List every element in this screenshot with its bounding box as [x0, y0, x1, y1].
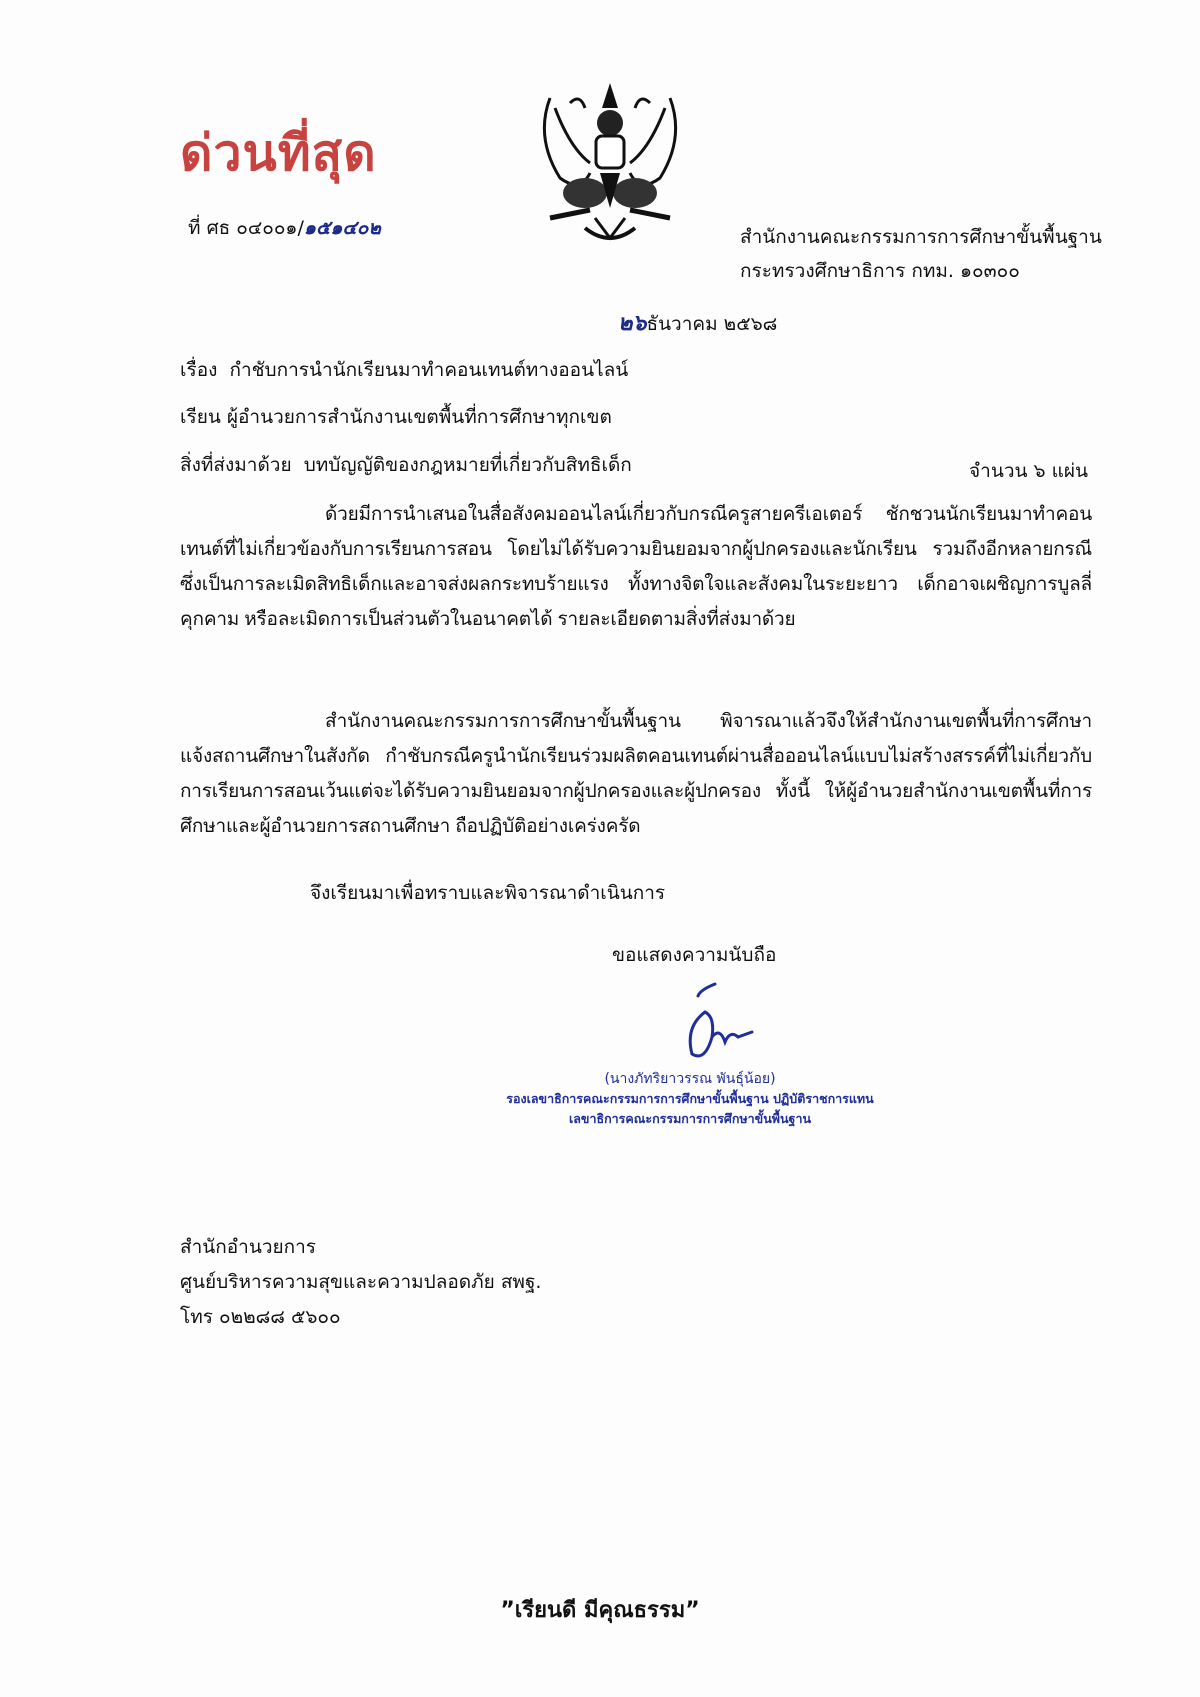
document-number-handwritten: ๑๕๑๔๐๒	[303, 217, 381, 239]
date-month-year: ธันวาคม ๒๕๖๘	[646, 313, 778, 335]
recipient-line	[180, 402, 612, 432]
issuing-organization	[740, 220, 1102, 288]
motto: ”เรียนดี มีคุณธรรม”	[500, 1598, 700, 1623]
signer-position-1: รองเลขาธิการคณะกรรมการการศึกษาขั้นพื้นฐาน ปฏิบัติราชการแทน	[506, 1091, 874, 1106]
enclosure-text: บทบัญญัติของกฎหมายที่เกี่ยวกับสิทธิเด็ก	[303, 454, 632, 476]
recipient-text: ผู้อำนวยการสำนักงานเขตพื้นที่การศึกษาทุกเขต	[226, 406, 612, 428]
recipient-label: เรียน	[180, 406, 221, 428]
body-paragraph-2: สำนักงานคณะกรรมการการศึกษาขั้นพื้นฐาน พิจารณาแล้วจึงให้สำนักงานเขตพื้นที่การศึกษา แจ้งสถานศึกษาในสังกัด กำชับกรณีครูนำนักเรียนร่วมผลิตคอนเทนต์ผ่านสื่อออนไลน์แบบไม่สร้างสรรค์ที่ไม่เกี่ยวกับการเรียนการสอนเว้นแต่จะได้รับความยินยอมจากผู้ปกครองและผู้ปกครอง ทั้งนี้ ให้ผู้อำนวยสำนักงานเขตพื้นที่การศึกษาและผู้อำนวยการสถานศึกษา ถือปฏิบัติอย่างเคร่งครัด	[180, 711, 1092, 837]
closing-request: จึงเรียนมาเพื่อทราบและพิจารณาดำเนินการ	[310, 882, 666, 904]
garuda-emblem-icon	[530, 78, 690, 248]
organization-line-1: สำนักงานคณะกรรมการการศึกษาขั้นพื้นฐาน	[740, 226, 1102, 248]
enclosure-line	[180, 450, 632, 480]
contact-unit: ศูนย์บริหารความสุขและความปลอดภัย สพฐ.	[180, 1271, 542, 1293]
subject-text: กำชับการนำนักเรียนมาทำคอนเทนต์ทางออนไลน์	[229, 359, 629, 381]
subject-label: เรื่อง	[180, 359, 218, 381]
organization-line-2: กระทรวงศึกษาธิการ กทม. ๑๐๓๐๐	[740, 260, 1020, 282]
signer-position-2: เลขาธิการคณะกรรมการการศึกษาขั้นพื้นฐาน	[568, 1111, 812, 1126]
closing-regards: ขอแสดงความนับถือ	[612, 944, 777, 966]
contact-block	[180, 1230, 541, 1335]
document-number-prefix: ที่ ศธ ๐๔๐๐๑/	[188, 217, 304, 239]
enclosure-label: สิ่งที่ส่งมาด้วย	[180, 454, 292, 476]
handwritten-signature-icon	[670, 982, 770, 1067]
signer-name: (นางภัทริยาวรรณ พันธุ์น้อย)	[604, 1071, 776, 1087]
document-number	[188, 213, 381, 243]
subject-line	[180, 355, 628, 385]
urgency-stamp: ด่วนที่สุด	[180, 124, 377, 182]
document-date	[618, 305, 777, 340]
contact-office: สำนักอำนวยการ	[180, 1236, 317, 1258]
enclosure-count: จำนวน ๖ แผ่น	[969, 460, 1088, 482]
contact-phone: โทร ๐๒๒๘๘ ๕๖๐๐	[180, 1306, 341, 1328]
body-paragraph-1: ด้วยมีการนำเสนอในสื่อสังคมออนไลน์เกี่ยวกับกรณีครูสายครีเอเตอร์ ชักชวนนักเรียนมาทำคอนเทนต์ที่ไม่เกี่ยวข้องกับการเรียนการสอน โดยไม่ได้รับความยินยอมจากผู้ปกครองและนักเรียน รวมถึงอีกหลายกรณี ซึ่งเป็นการละเมิดสิทธิเด็กและอาจส่งผลกระทบร้ายแรง ทั้งทางจิตใจและสังคมในระยะยาว เด็กอาจเผชิญการบูลลี่ คุกคาม หรือละเมิดการเป็นส่วนตัวในอนาคตได้ รายละเอียดตามสิ่งที่ส่งมาด้วย	[180, 504, 1092, 630]
date-day-handwritten: ๒๖	[618, 311, 647, 336]
